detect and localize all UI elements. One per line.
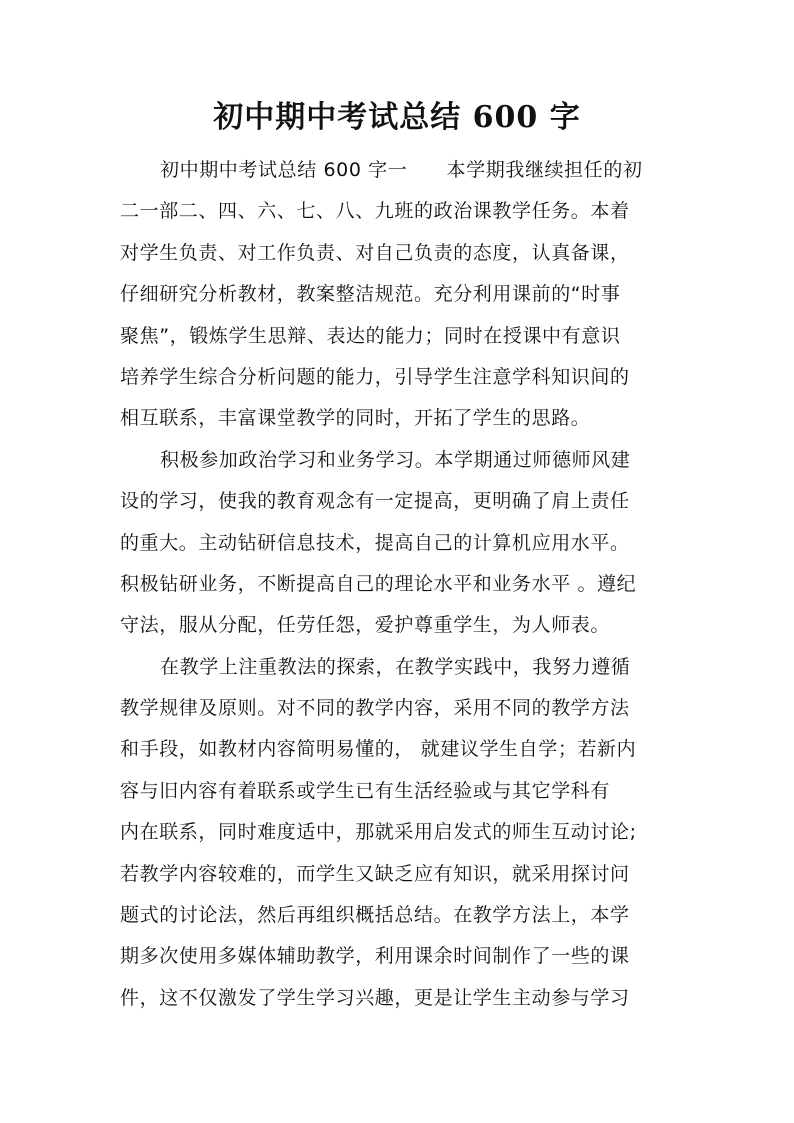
- paragraph-line: 对学生负责、对工作负责、对自己负责的态度，认真备课，: [120, 241, 630, 264]
- paragraph-line: 初中期中考试总结 600 字一 本学期我继续担任的初: [160, 159, 643, 181]
- paragraph-line: 期多次使用多媒体辅助教学，利用课余时间制作了一些的课: [120, 945, 630, 968]
- paragraph-line: 聚焦”，锻炼学生思辩、表达的能力；同时在授课中有意识: [120, 324, 621, 347]
- paragraph-line: 守法，服从分配，任劳任怨，爱护尊重学生，为人师表。: [120, 614, 611, 637]
- paragraph-line: 容与旧内容有着联系或学生已有生活经验或与其它学科有: [120, 779, 611, 802]
- paragraph-line: 二一部二、四、六、七、八、九班的政治课教学任务。本着: [120, 200, 630, 223]
- paragraph-line: 和手段，如教材内容简明易懂的， 就建议学生自学；若新内: [120, 738, 637, 761]
- page-title: 初中期中考试总结 600 字: [213, 100, 581, 135]
- paragraph-line: 若教学内容较难的，而学生又缺乏应有知识，就采用探讨问: [120, 862, 630, 885]
- paragraph-line: 件，这不仅激发了学生学习兴趣，更是让学生主动参与学习: [120, 986, 630, 1009]
- paragraph-line: 内在联系，同时难度适中，那就采用启发式的师生互动讨论;: [120, 821, 637, 844]
- paragraph-line: 在教学上注重教法的探索，在教学实践中，我努力遵循: [160, 655, 631, 678]
- paragraph-line: 设的学习，使我的教育观念有一定提高，更明确了肩上责任: [120, 490, 630, 513]
- paragraph-line: 题式的讨论法，然后再组织概括总结。在教学方法上，本学: [120, 904, 630, 927]
- document-body: [120, 150, 680, 1019]
- paragraph-line: 教学规律及原则。对不同的教学内容，采用不同的教学方法: [120, 697, 630, 720]
- paragraph-line: 培养学生综合分析问题的能力，引导学生注意学科知识间的: [120, 365, 630, 388]
- paragraph-line: 的重大。主动钻研信息技术，提高自己的计算机应用水平。: [120, 531, 630, 554]
- paragraph-line: 积极参加政治学习和业务学习。本学期通过师德师风建: [160, 448, 631, 471]
- paragraph-line: 积极钻研业务，不断提高自己的理论水平和业务水平 。遵纪: [120, 572, 637, 595]
- paragraph-line: 相互联系，丰富课堂教学的同时，开拓了学生的思路。: [120, 407, 591, 430]
- paragraph-line: 仔细研究分析教材，教案整洁规范。充分利用课前的“时事: [120, 283, 621, 306]
